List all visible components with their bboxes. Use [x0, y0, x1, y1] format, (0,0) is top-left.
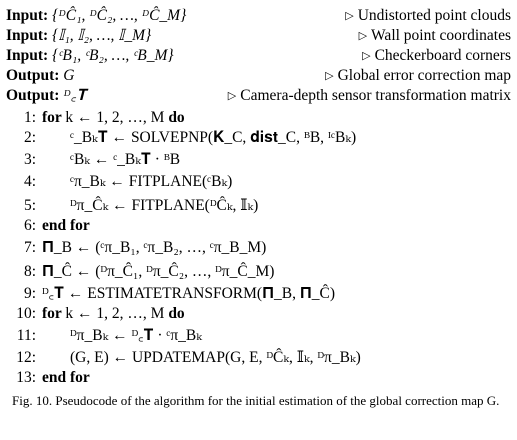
input-line-2: [6, 26, 511, 46]
line-number: 8:: [23, 263, 36, 280]
output-expression: G: [63, 67, 75, 84]
output-comment: ▷ Camera-depth sensor transformation matrix: [227, 87, 511, 104]
step-text: (G, E) ← UPDATEMAP(G, E, ᴰĈₖ, 𝕀ₖ, ᴰπ_Bₖ): [70, 349, 361, 366]
triangle-right-icon: ▷: [345, 10, 354, 22]
line-number: 11:: [16, 327, 36, 344]
line-number: 5:: [23, 197, 36, 214]
step-line: [6, 108, 511, 128]
output-comment: ▷ Global error correction map: [325, 67, 511, 84]
line-number: 2:: [23, 129, 36, 146]
step-text: ᴰπ_Bₖ ← ᴰ꜀𝐓 · ᶜπ_Bₖ: [70, 327, 202, 344]
step-line: [6, 326, 511, 346]
input-expression: {ᴰĈ₁, ᴰĈ₂, …, ᴰĈ_M}: [52, 7, 187, 24]
line-number: 7:: [23, 239, 36, 256]
line-number: 13:: [16, 369, 36, 386]
line-number: 4:: [23, 173, 36, 190]
output-keyword: Output:: [6, 87, 60, 104]
step-text: for k ← 1, 2, …, M do: [42, 305, 185, 322]
step-line: [6, 128, 511, 148]
step-text: ᶜπ_Bₖ ← FITPLANE(ᶜBₖ): [70, 173, 233, 190]
step-text: ᶜ_Bₖ𝐓 ← SOLVEPNP(𝐊_C, 𝐝𝐢𝐬𝐭_C, ᴮB, ᴵᶜBₖ): [70, 129, 357, 146]
step-text: 𝚷_B ← (ᶜπ_B₁, ᶜπ_B₂, …, ᶜπ_B_M): [42, 239, 267, 256]
input-line-1: [6, 6, 511, 26]
line-number: 12:: [16, 349, 36, 366]
step-line: [6, 172, 511, 192]
input-comment: ▷ Undistorted point clouds: [345, 7, 511, 24]
output-line-2: [6, 86, 511, 106]
output-line-1: [6, 66, 511, 86]
step-line: [6, 238, 511, 258]
step-line: [6, 304, 511, 324]
step-line: [6, 368, 511, 388]
step-line: [6, 216, 511, 236]
line-number: 1:: [23, 109, 36, 126]
triangle-right-icon: ▷: [358, 30, 368, 42]
output-keyword: Output:: [6, 67, 60, 84]
triangle-right-icon: ▷: [325, 70, 334, 82]
step-text: ᴰ꜀𝐓 ← ESTIMATETRANSFORM(𝚷_B, 𝚷_Ĉ): [42, 285, 336, 302]
input-keyword: Input:: [6, 27, 49, 44]
step-text: ᶜBₖ ← ᶜ_Bₖ𝐓 · ᴮB: [70, 151, 181, 168]
step-text: for k ← 1, 2, …, M do: [42, 109, 185, 126]
input-comment: ▷ Checkerboard corners: [362, 47, 511, 64]
step-line: [6, 262, 511, 282]
step-line: [6, 150, 511, 170]
step-line: [6, 348, 511, 368]
input-comment: ▷ Wall point coordinates: [358, 27, 511, 44]
line-number: 6:: [23, 217, 36, 234]
step-line: [6, 284, 511, 304]
line-number: 9:: [23, 285, 36, 302]
line-number: 10:: [16, 305, 36, 322]
step-text: 𝚷_Ĉ ← (ᴰπ_Ĉ₁, ᴰπ_Ĉ₂, …, ᴰπ_Ĉ_M): [42, 263, 275, 280]
figure-caption: Fig. 10. Pseudocode of the algorithm for the initial estimation of the global correction map G.: [12, 393, 500, 408]
triangle-right-icon: ▷: [362, 50, 371, 62]
step-text: end for: [42, 369, 90, 386]
step-text: ᴰπ_Ĉₖ ← FITPLANE(ᴰĈₖ, 𝕀ₖ): [70, 197, 259, 214]
input-expression: {ᶜB₁, ᶜB₂, …, ᶜB_M}: [52, 47, 174, 64]
input-expression: {𝕀₁, 𝕀₂, …, 𝕀_M}: [52, 27, 152, 44]
step-text: end for: [42, 217, 90, 234]
line-number: 3:: [23, 151, 36, 168]
input-keyword: Input:: [6, 47, 49, 64]
input-keyword: Input:: [6, 7, 49, 24]
input-line-3: [6, 46, 511, 66]
step-line: [6, 196, 511, 216]
output-expression: ᴰ꜀𝐓: [63, 87, 87, 104]
triangle-right-icon: ▷: [227, 90, 237, 102]
